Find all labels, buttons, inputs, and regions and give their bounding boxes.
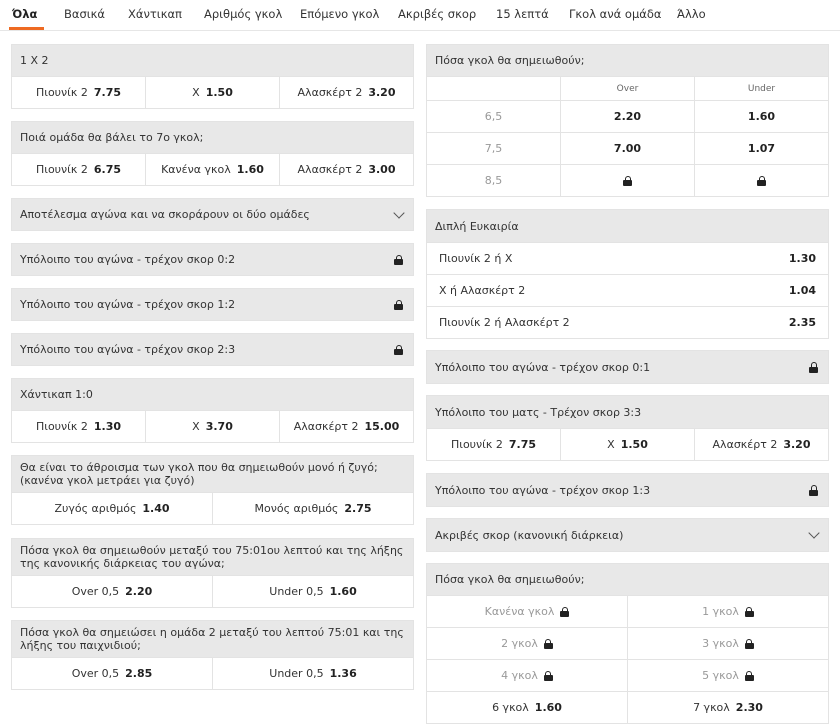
- odd-row[interactable]: Πιουνίκ 2 ή Αλασκέρτ 2 2.35: [427, 306, 828, 338]
- tab-all[interactable]: Όλα: [12, 7, 38, 21]
- market-rest-1-3: [426, 473, 829, 507]
- goal-line: 8,5: [484, 174, 503, 187]
- over-odd-button[interactable]: 2.20: [560, 101, 694, 132]
- under-odd-button[interactable]: 1.07: [694, 133, 828, 164]
- market-title: Ποιά ομάδα θα βάλει το 7ο γκολ;: [12, 122, 413, 153]
- lock-icon: [623, 176, 632, 186]
- lock-icon: [394, 300, 403, 310]
- market-btts-result[interactable]: [11, 198, 414, 231]
- goal-count-locked: 2 γκολ: [427, 628, 627, 659]
- odd-row[interactable]: Χ ή Αλασκέρτ 2 1.04: [427, 274, 828, 306]
- market-odd-even: [11, 455, 414, 525]
- market-title: Χάντικαπ 1:0: [12, 379, 413, 410]
- odd-button[interactable]: Αλασκέρτ 2 3.00: [279, 154, 413, 185]
- lock-icon: [394, 345, 403, 355]
- market-title: Πόσα γκολ θα σημειωθούν μεταξύ του 75:01ου λεπτού και της λήξης της κανονικής διάρκειας του αγώνα;: [12, 539, 413, 575]
- line-header: [427, 77, 560, 100]
- market-goal-count: [426, 563, 829, 724]
- over-odd-button[interactable]: 7.00: [560, 133, 694, 164]
- market-title: Υπόλοιπο του αγώνα - τρέχον σκορ 0:2: [20, 253, 236, 266]
- market-rest-1-2: [11, 288, 414, 321]
- odd-button[interactable]: Over 0,5 2.20: [71, 585, 153, 598]
- tab-next-goal[interactable]: Επόμενο γκολ: [300, 7, 380, 21]
- goal-count-locked: 1 γκολ: [627, 596, 828, 627]
- market-title: 1 X 2: [12, 45, 413, 76]
- lock-icon: [394, 255, 403, 265]
- market-double-chance: [426, 209, 829, 339]
- market-title: Αποτέλεσμα αγώνα και να σκοράρουν οι δύο ομάδες: [20, 208, 310, 221]
- chevron-down-icon[interactable]: [393, 207, 404, 218]
- tab-exact-score[interactable]: Ακριβές σκορ: [398, 7, 477, 21]
- odd-button[interactable]: Πιουνίκ 2 6.75: [35, 163, 122, 176]
- odd-button[interactable]: Χ 3.70: [145, 411, 279, 442]
- odd-button[interactable]: Αλασκέρτ 2 3.20: [279, 77, 413, 108]
- lock-icon: [745, 671, 754, 681]
- odd-button[interactable]: Πιουνίκ 2 7.75: [450, 438, 537, 451]
- under-odd-locked: [694, 165, 828, 196]
- lock-icon: [745, 607, 754, 617]
- tab-main[interactable]: Βασικά: [64, 7, 106, 21]
- market-title: Υπόλοιπο του ματς - Τρέχον σκορ 3:3: [427, 396, 828, 428]
- odd-button[interactable]: Πιουνίκ 2 1.30: [35, 420, 122, 433]
- market-rest-2-3: [11, 333, 414, 366]
- market-title: Πόσα γκολ θα σημειωθούν;: [427, 564, 828, 595]
- chevron-down-icon[interactable]: [808, 527, 819, 538]
- odd-button[interactable]: Under 0,5 1.36: [212, 658, 413, 689]
- odd-button[interactable]: Χ 1.50: [560, 429, 694, 460]
- market-seventh-goal: [11, 121, 414, 186]
- under-header: Under: [694, 77, 828, 100]
- odd-button[interactable]: Under 0,5 1.60: [212, 576, 413, 607]
- odd-button[interactable]: 7 γκολ 2.30: [627, 692, 828, 723]
- market-title: Πόσα γκολ θα σημειώσει η ομάδα 2 μεταξύ του λεπτού 75:01 και της λήξης του παιχνιδιού;: [12, 621, 413, 657]
- under-odd-button[interactable]: 1.60: [694, 101, 828, 132]
- goal-line: 6,5: [484, 110, 503, 123]
- tab-team-goals[interactable]: Γκολ ανά ομάδα: [569, 7, 662, 21]
- lock-icon: [745, 639, 754, 649]
- market-handicap: [11, 378, 414, 443]
- lock-icon: [544, 639, 553, 649]
- tab-15-minutes[interactable]: 15 λεπτά: [496, 7, 549, 21]
- lock-icon: [560, 607, 569, 617]
- over-odd-locked: [560, 165, 694, 196]
- odd-button[interactable]: Πιουνίκ 2 7.75: [35, 86, 122, 99]
- odd-button[interactable]: Χ 1.50: [145, 77, 279, 108]
- odd-button[interactable]: 6 γκολ 1.60: [492, 701, 562, 714]
- market-title: Υπόλοιπο του αγώνα - τρέχον σκορ 2:3: [20, 343, 236, 356]
- market-title: Πόσα γκολ θα σημειωθούν;: [427, 45, 828, 76]
- market-late-goals: [11, 538, 414, 608]
- odd-row[interactable]: Πιουνίκ 2 ή Χ 1.30: [427, 242, 828, 274]
- odd-button[interactable]: Μονός αριθμός 2.75: [212, 493, 413, 524]
- active-tab-indicator: [9, 27, 44, 30]
- goal-count-locked: 4 γκολ: [427, 660, 627, 691]
- market-title: Θα είναι το άθροισμα των γκολ που θα σημειωθούν μονό ή ζυγό; (κανένα γκολ μετράει για ζυγό): [12, 456, 413, 492]
- odd-button[interactable]: Ζυγός αριθμός 1.40: [54, 502, 170, 515]
- odd-button[interactable]: Κανένα γκολ 1.60: [145, 154, 279, 185]
- over-header: Over: [560, 77, 694, 100]
- market-rest-0-1: [426, 350, 829, 384]
- market-total-goals: [426, 44, 829, 197]
- lock-icon: [809, 485, 818, 495]
- tab-handicap[interactable]: Χάντικαπ: [128, 7, 182, 21]
- goal-line: 7,5: [484, 142, 503, 155]
- tab-goal-count[interactable]: Αριθμός γκολ: [204, 7, 283, 21]
- market-1x2: [11, 44, 414, 109]
- market-title: Υπόλοιπο του αγώνα - τρέχον σκορ 1:3: [435, 483, 651, 497]
- odd-button[interactable]: Αλασκέρτ 2 3.20: [694, 429, 828, 460]
- odd-button[interactable]: Αλασκέρτ 2 15.00: [279, 411, 413, 442]
- goal-count-locked: Κανένα γκολ: [427, 596, 627, 627]
- market-title: Ακριβές σκορ (κανονική διάρκεια): [435, 528, 624, 542]
- goal-count-locked: 3 γκολ: [627, 628, 828, 659]
- market-title: Υπόλοιπο του αγώνα - τρέχον σκορ 1:2: [20, 298, 236, 311]
- market-rest-0-2: [11, 243, 414, 276]
- lock-icon: [809, 362, 818, 372]
- market-tabs: [0, 0, 840, 31]
- lock-icon: [544, 671, 553, 681]
- market-rest-3-3: [426, 395, 829, 461]
- lock-icon: [757, 176, 766, 186]
- market-exact-score[interactable]: [426, 518, 829, 552]
- goal-count-locked: 5 γκολ: [627, 660, 828, 691]
- market-title: Διπλή Ευκαιρία: [427, 210, 828, 242]
- market-team2-late-goals: [11, 620, 414, 690]
- odd-button[interactable]: Over 0,5 2.85: [71, 667, 153, 680]
- tab-other[interactable]: Άλλο: [677, 7, 706, 21]
- market-title: Υπόλοιπο του αγώνα - τρέχον σκορ 0:1: [435, 360, 651, 374]
